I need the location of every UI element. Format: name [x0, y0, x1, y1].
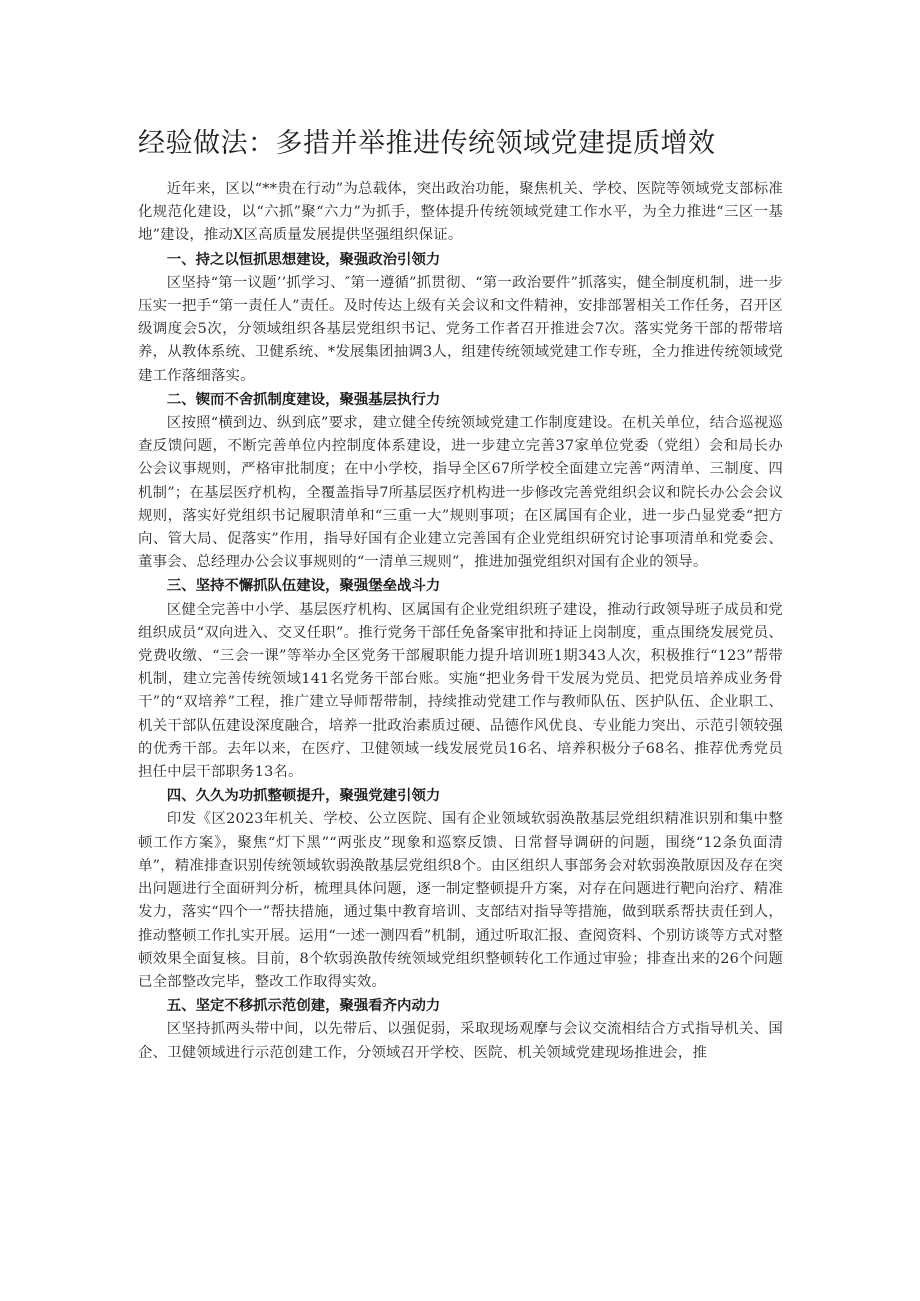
section-2-paragraph: 区按照“横到边、纵到底”要求，建立健全传统领域党建工作制度建设。在机关单位，结合巡视巡查反馈问题，不断完善单位内控制度体系建设，进一步建立完善37家单位党委（党组）会和局长办公会议事规则，严格审批制度；在中小学校，指导全区67所学校全面建立完善“两清单、三制度、四机制”；在基层医疗机构，全覆盖指导7所基层医疗机构进一步修改完善党组织会议和院长办公会会议规则，落实好党组织书记履职清单和“三重一大”规则事项；在区属国有企业，进一步凸显党委“把方向、管大局、促落实”作用，指导好国有企业建立完善国有企业党组织研究讨论事项清单和党委会、董事会、总经理办公会议事规则的“一清单三规则”，推进加强党组织对国有企业的领导。 [138, 415, 783, 571]
section-3-heading: 三、坚持不懈抓队伍建设，聚强堡垒战斗力 [166, 578, 441, 595]
section-3-paragraph: 区健全完善中小学、基层医疗机构、区属国有企业党组织班子建设，推动行政领导班子成员和党组织成员“双向进入、交叉任职”。推行党务干部任免备案审批和持证上岗制度，重点围绕发展党员、党费收缴、“三会一课”等举办全区党务干部履职能力提升培训班1期343人次，积极推行“123”帮带机制，建立完善传统领域141名党务干部台账。实施“把业务骨干发展为党员、把党员培养成业务骨干”的“双培养”工程，推广建立导师帮带制，持续推动党建工作与教师队伍、医护队伍、企业职工、机关干部队伍建设深度融合，培养一批政治素质过硬、品德作风优良、专业能力突出、示范引领较强的优秀干部。去年以来，在医疗、卫健领域一线发展党员16名、培养积极分子68名、推荐优秀党员担任中层干部职务13名。 [138, 601, 783, 781]
section-2-heading: 二、锲而不舍抓制度建设，聚强基层执行力 [166, 391, 441, 408]
section-4-heading: 四、久久为功抓整顿提升，聚强党建引领力 [166, 788, 441, 805]
section-5-heading: 五、坚定不移抓示范创建，聚强看齐内动力 [166, 998, 441, 1015]
section-4-paragraph: 印发《区2023年机关、学校、公立医院、国有企业领域软弱涣散基层党组织精准识别和集中整顿工作方案》，聚焦“灯下黑”“两张皮”现象和巡察反馈、日常督导调研的问题，围绕“12条负面清单”，精准排查识别传统领域软弱涣散基层党组织8个。由区组织人事部务会对软弱涣散原因及存在突出问题进行全面研判分析，梳理具体问题，逐一制定整顿提升方案，对存在问题进行靶向治疗、精准发力，落实“四个一”帮扶措施，通过集中教育培训、支部结对指导等措施，做到联系帮扶责任到人，推动整顿工作扎实开展。运用“一述一测四看”机制，通过听取汇报、查阅资料、个别访谈等方式对整顿效果全面复核。目前，8个软弱涣散传统领域党组织整顿转化工作通过审验；排查出来的26个问题已全部整改完毕，整改工作取得实效。 [138, 811, 783, 990]
section-5-paragraph: 区坚持抓两头带中间，以先带后、以强促弱，采取现场观摩与会议交流相结合方式指导机关、国企、卫健领域进行示范创建工作，分领域召开学校、医院、机关领域党建现场推进会，推 [138, 1021, 783, 1061]
document-title: 经验做法：多措并举推进传统领域党建提质增效 [138, 128, 716, 159]
section-1-paragraph: 区坚持“第一议题’’抓学习、″第一遵循”抓贯彻、“第一政治要件”抓落实，健全制度机制，进一步压实一把手“第一责任人”责任。及时传达上级有关会议和文件精神，安排部署相关工作任务，召开区级调度会5次，分领域组织各基层党组织书记、党务工作者召开推进会7次。落实党务干部的帮带培养，从教体系统、卫健系统、*发展集团抽调3人，组建传统领域党建工作专班，全力推进传统领域党建工作落细落实。 [138, 274, 783, 384]
section-1-heading: 一、持之以恒抓思想建设，聚强政治引领力 [166, 251, 441, 268]
document-body [138, 178, 783, 1065]
intro-paragraph: 近年来，区以“**贵在行动”为总载体，突出政治功能，聚焦机关、学校、医院等领域党支部标准化规范化建设，以“六抓”聚“六力”为抓手，整体提升传统领域党建工作水平，为全力推进“三区一基地”建设，推动X区高质量发展提供坚强组织保证。 [138, 181, 783, 244]
